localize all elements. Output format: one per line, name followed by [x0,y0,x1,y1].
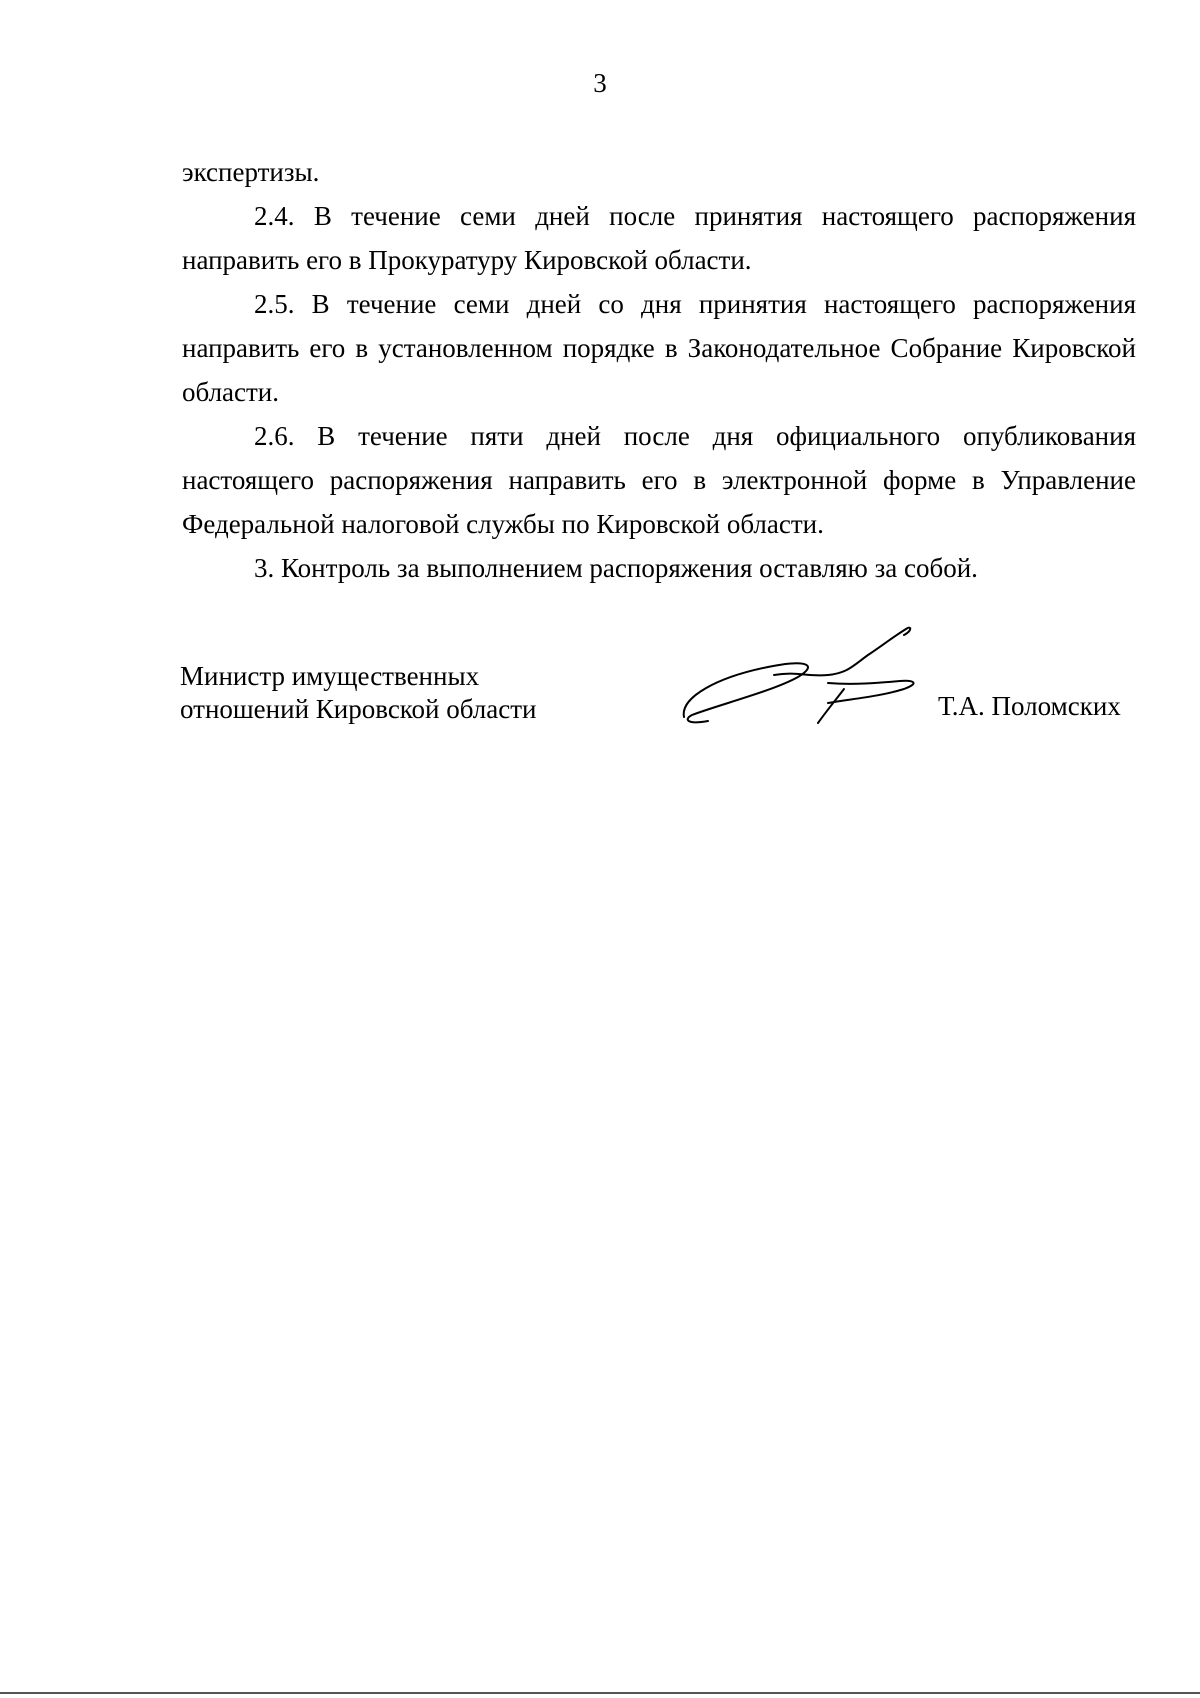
signatory-name: Т.А. Поломских [938,691,1121,721]
paragraph-3: 3. Контроль за выполнением распоряжения оставляю за собой. [254,553,978,583]
page-bottom-edge [0,1692,1200,1694]
signatory-position [180,660,537,726]
handwritten-signature [678,625,948,735]
page-number: 3 [593,68,607,98]
paragraph-2-6: 2.6. В течение пяти дней после дня официального опубликования настоящего распоряжения направить его в электронной форме в Управление Федеральной налоговой службы по Кировской области. [182,421,1136,539]
paragraph-2-5: 2.5. В течение семи дней со дня принятия настоящего распоряжения направить его в установленном порядке в Законодательное Собрание Кировской области. [182,289,1136,407]
position-line-1: Министр имущественных [180,661,480,691]
document-body [182,150,1136,590]
position-line-2: отношений Кировской области [180,694,537,724]
paragraph-continuation: экспертизы. [182,157,320,187]
paragraph-2-4: 2.4. В течение семи дней после принятия настоящего распоряжения направить его в Прокуратуру Кировской области. [182,201,1136,275]
